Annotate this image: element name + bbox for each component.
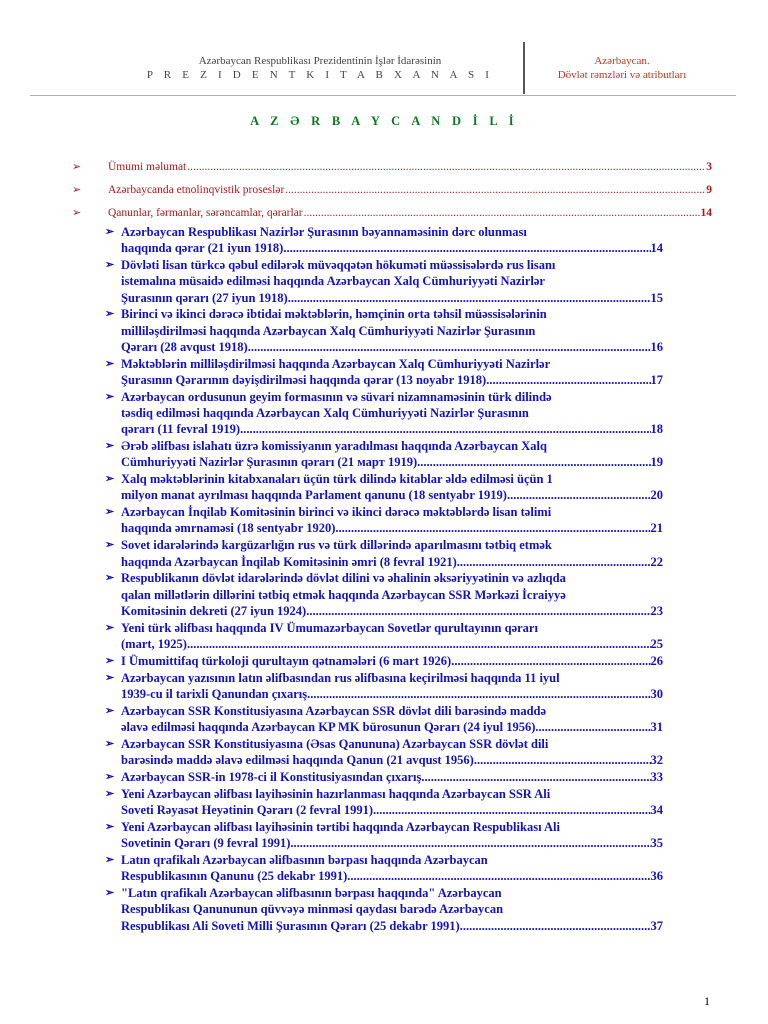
arrow-bullet-icon: ➢ (105, 473, 115, 486)
toc-subitem-line: Qərarı (28 avqust 1918) (121, 339, 248, 354)
toc-subitem-line: "Latın qrafikalı Azərbaycan əlifbasının bərpası haqqında" Azərbaycan (121, 886, 502, 901)
arrow-bullet-icon: ➢ (72, 161, 82, 173)
toc-subitem-line: Azərbaycan yazısının latın əlifbasından rus əlifbasına keçirilməsi haqqında 11 iyul (121, 670, 560, 685)
toc-subitem-line: Xalq məktəblərinin kitabxanaları üçün türk dilində kitablar əldə edilməsi üçün 1 (121, 472, 553, 487)
toc-subitem-entry[interactable] (103, 769, 663, 785)
toc-subitem-line: I Ümumittifaq türkoloji qurultayın qətnamələri (6 mart 1926) (121, 653, 452, 668)
dot-leader (347, 868, 650, 884)
toc-subitem-line: qərarı (11 fevral 1919) (121, 422, 241, 437)
header-topic-line2: Dövlət rəmzləri və atributları (557, 69, 687, 81)
toc-subitem-line: Komitəsinin dekreti (27 iyun 1924) (121, 603, 307, 618)
toc-subitem-last-line (121, 240, 663, 256)
toc-page-number: 3 (706, 161, 712, 173)
toc-subitem-line: Yeni türk əlifbası haqqında IV Ümumazərbaycan Sovetlər qurultayının qərarı (121, 620, 538, 635)
toc-subitem-entry[interactable] (103, 819, 663, 851)
toc-page-number: 31 (650, 720, 663, 735)
toc-page-number: 37 (650, 918, 663, 933)
toc-page-number: 14 (650, 241, 663, 256)
toc-subitem-last-line (121, 802, 663, 818)
toc-subitem-last-line (121, 719, 663, 735)
arrow-bullet-icon: ➢ (105, 440, 115, 453)
toc-subitem-line: Azərbaycan SSR Konstitusiyasına (Əsas Qanununa) Azərbaycan SSR dövlət dili (121, 736, 549, 751)
dot-leader (288, 290, 651, 306)
toc-subitem-line: barəsində maddə əlavə edilməsi haqqında Qanun (21 avqust 1956) (121, 753, 474, 768)
arrow-bullet-icon: ➢ (72, 207, 82, 219)
toc-subitem-entry[interactable] (103, 504, 663, 536)
toc-subitem-line: Sovetinin Qərarı (9 fevral 1991) (121, 836, 291, 851)
toc-subitem-line: Soveti Rəyasət Heyətinin Qərarı (2 fevral 1991) (121, 803, 374, 818)
toc-subitem-last-line (121, 454, 663, 470)
toc-subitem-last-line (121, 372, 663, 388)
toc-subitem-line: Azərbaycan SSR-in 1978-ci il Konstitusiyasından çıxarış (121, 770, 422, 785)
toc-subitem-entry[interactable] (103, 224, 663, 256)
toc-page-number: 17 (650, 372, 663, 387)
toc-page-number: 23 (650, 603, 663, 618)
toc-subitem-line: Şurasının qərarı (27 iyun 1918) (121, 290, 288, 305)
dot-leader (474, 752, 651, 768)
dot-leader (240, 421, 650, 437)
arrow-bullet-icon: ➢ (105, 887, 115, 900)
toc-subitem-last-line (121, 520, 663, 536)
toc-subitem-line: haqqında qərar (21 iyun 1918) (121, 241, 284, 256)
dot-leader (457, 554, 651, 570)
toc-subitem-line: təsdiq edilməsi haqqında Azərbaycan Xalq Cümhuriyyəti Nazirlər Şurasının (121, 405, 529, 420)
dot-leader (421, 769, 650, 785)
dot-leader (451, 653, 650, 669)
arrow-bullet-icon: ➢ (105, 390, 115, 403)
arrow-bullet-icon: ➢ (105, 259, 115, 272)
arrow-bullet-icon: ➢ (105, 771, 115, 784)
arrow-bullet-icon: ➢ (105, 621, 115, 634)
toc-subitem-line: istemalına müsaidə edilməsi haqqında Azərbaycan Xalq Cümhuriyyəti Nazirlər (121, 274, 545, 289)
toc-subitem-line: Respublikasının Qanunu (25 dekabr 1991) (121, 869, 348, 884)
toc-subitem-last-line (121, 554, 663, 570)
toc-page-number: 34 (650, 803, 663, 818)
toc-subitem-line: Respublikanın dövlət idarələrində dövlət dilini və əhalinin əksəriyyətinin və azlıqda (121, 571, 566, 586)
arrow-bullet-icon: ➢ (105, 572, 115, 585)
toc-subitems-list (103, 224, 663, 934)
toc-section-entry[interactable] (72, 206, 712, 219)
toc-subitem-line: (mart, 1925) (121, 636, 187, 651)
toc-subitem-last-line (121, 421, 663, 437)
document-title: A Z Ə R B A Y C A N D İ L İ (250, 114, 518, 128)
toc-page-number: 36 (650, 869, 663, 884)
dot-leader (307, 686, 650, 702)
toc-subitem-entry[interactable] (103, 438, 663, 470)
toc-page-number: 19 (650, 455, 663, 470)
arrow-bullet-icon: ➢ (105, 854, 115, 867)
toc-subitem-line: Latın qrafikalı Azərbaycan əlifbasının bərpası haqqında Azərbaycan (121, 853, 488, 868)
dot-leader (335, 520, 650, 536)
toc-page-number: 20 (650, 488, 663, 503)
toc-subitem-line: Birinci və ikinci dərəcə ibtidai məktəblərin, həmçinin orta təhsil müəssisələrinin (121, 307, 547, 322)
dot-leader (290, 835, 650, 851)
toc-subitem-entry[interactable] (103, 653, 663, 669)
toc-subitem-line: Respublikası Ali Soveti Milli Şurasının Qərarı (25 dekabr 1991) (121, 918, 460, 933)
toc-subitem-line: Azərbaycan Respublikası Nazirlər Şurasının bəyannaməsinin dərc olunması (121, 225, 527, 239)
toc-subitem-entry[interactable] (103, 736, 663, 768)
toc-subitem-line: Yeni Azərbaycan əlifbası layihəsinin tərtibi haqqında Azərbaycan Respublikası Ali (121, 820, 560, 834)
toc-subitem-line: Azərbaycan SSR Konstitusiyasına Azərbaycan SSR dövlət dili barəsində maddə (121, 703, 547, 718)
toc-section-title: Qanunlar, fərmanlar, sərəncamlar, qərarlar (108, 207, 303, 219)
toc-section-entry[interactable] (72, 183, 712, 196)
arrow-bullet-icon: ➢ (105, 654, 115, 667)
toc-subitem-entry[interactable] (103, 471, 663, 503)
arrow-bullet-icon: ➢ (105, 737, 115, 750)
toc-section-title: Ümumi məlumat (108, 161, 187, 173)
toc-subitem-last-line (121, 918, 663, 934)
toc-page-number: 21 (650, 521, 663, 536)
arrow-bullet-icon: ➢ (105, 821, 115, 833)
toc-subitem-line: Şurasının Qərarının dəyişdirilməsi haqqında qərar (13 noyabr 1918) (121, 372, 487, 387)
toc-subitem-line: haqqında Azərbaycan İnqilab Komitəsinin əmri (8 fevral 1921) (121, 554, 457, 569)
toc-subitem-line: Azərbaycan İnqilab Komitəsinin birinci və ikinci dərəcə məktəblərdə lisan təlimi (121, 505, 552, 520)
arrow-bullet-icon: ➢ (105, 357, 115, 370)
arrow-bullet-icon: ➢ (105, 539, 115, 552)
toc-subitem-line: 1939-cu il tarixli Qanundan çıxarış (121, 686, 308, 701)
page-number: 1 (704, 994, 710, 1008)
dot-leader (460, 918, 651, 934)
toc-page-number: 30 (650, 686, 663, 701)
toc-subitem-entry[interactable] (103, 389, 663, 438)
arrow-bullet-icon: ➢ (105, 787, 115, 800)
toc-subitem-last-line (121, 290, 663, 306)
toc-subitem-line: haqqında əmrnaməsi (18 sentyabr 1920) (121, 521, 336, 536)
toc-subitem-entry[interactable] (103, 670, 663, 702)
dot-leader (373, 802, 650, 818)
toc-subitem-line: Dövləti lisan türkcə qəbul edilərək müvəqqətən hökuməti müəssisələrdə rus lisanı (121, 258, 556, 273)
page-header (0, 40, 768, 96)
toc-subitem-last-line (121, 603, 663, 619)
toc-subitem-last-line (121, 339, 663, 355)
toc-subitem-line: milyon manat ayrılması haqqında Parlament qanunu (18 sentyabr 1919) (121, 488, 507, 503)
header-divider (523, 42, 525, 94)
toc-subitem-entry[interactable] (103, 257, 663, 306)
dot-leader (417, 454, 650, 470)
toc-page-number: 18 (650, 422, 663, 437)
dot-leader (187, 161, 705, 173)
dot-leader (304, 207, 700, 219)
toc-subitem-last-line (121, 686, 663, 702)
toc-subitem-line: Yeni Azərbaycan əlifbası layihəsinin hazırlanması haqqında Azərbaycan SSR Ali (121, 786, 551, 801)
toc-subitem-line: Azərbaycan ordusunun geyim formasının və süvari nizamnaməsinin türk dilində (121, 389, 552, 404)
toc-subitem-entry[interactable] (103, 306, 663, 355)
toc-section-entry[interactable] (72, 160, 712, 173)
dot-leader (507, 487, 651, 503)
arrow-bullet-icon: ➢ (105, 226, 115, 238)
toc-subitem-last-line (121, 653, 663, 669)
toc-subitem-last-line (121, 487, 663, 503)
toc-subitem-line: Cümhuriyyəti Nazirlər Şurasının qərarı (21 март 1919) (121, 455, 418, 470)
toc-subitem-entry[interactable] (103, 703, 663, 735)
toc-subitem-last-line (121, 835, 663, 851)
toc-subitem-line: Ərəb əlifbası islahatı üzrə komissiyanın yaradılması haqqında Azərbaycan Xalq (121, 439, 547, 454)
toc-subitem-entry[interactable] (103, 852, 663, 884)
toc-subitem-line: Məktəblərin milliləşdirilməsi haqqında Azərbaycan Xalq Cümhuriyyəti Nazirlər (121, 356, 551, 371)
toc-subitem-line: qalan millətlərin dillərini tətbiq etmək haqqında Azərbaycan SSR Mərkəzi İcraiyyə (121, 587, 566, 602)
toc-page-number: 9 (706, 184, 712, 196)
dot-leader (283, 240, 650, 256)
toc-page-number: 32 (650, 753, 663, 768)
toc-subitem-entry[interactable] (103, 885, 663, 934)
toc-page-number: 25 (650, 636, 663, 651)
toc-section-title: Azərbaycanda etnolinqvistik proseslər (108, 184, 285, 196)
toc-subitem-line: Sovet idarələrində kargüzarlığın rus və türk dillərində aparılmasını tətbiq etmək (121, 538, 552, 553)
toc-subitem-entry[interactable] (103, 620, 663, 652)
toc-subitem-line: əlavə edilməsi haqqında Azərbaycan KP MK bürosunun Qərarı (24 iyul 1956) (121, 720, 536, 735)
toc-subitem-entry[interactable] (103, 537, 663, 569)
header-topic-line1: Azərbaycan. (594, 55, 650, 67)
toc-page-number: 22 (650, 554, 663, 569)
header-rule (30, 95, 736, 96)
arrow-bullet-icon: ➢ (105, 671, 115, 684)
dot-leader (187, 636, 651, 652)
toc-subitem-line: milliləşdirilməsi haqqında Azərbaycan Xalq Cümhuriyyəti Nazirlər Şurasının (121, 323, 536, 338)
header-org-line2: P R E Z I D E N T K I T A B X A N A S I (146, 69, 494, 81)
toc-subitem-entry[interactable] (103, 786, 663, 818)
toc-page-number: 33 (650, 770, 663, 785)
toc-subitem-last-line (121, 752, 663, 768)
toc-page-number: 35 (650, 836, 663, 851)
dot-leader (248, 339, 651, 355)
toc-page-number: 15 (650, 290, 663, 305)
arrow-bullet-icon: ➢ (105, 308, 115, 321)
toc-subitem-entry[interactable] (103, 356, 663, 388)
arrow-bullet-icon: ➢ (105, 704, 115, 717)
toc-subitem-last-line (121, 868, 663, 884)
dot-leader (306, 603, 650, 619)
dot-leader (285, 184, 705, 196)
header-topic (527, 54, 717, 82)
toc-page-number: 26 (650, 653, 663, 668)
header-org-line1: Azərbaycan Respublikası Prezidentinin İşlər İdarəsinin (198, 55, 442, 67)
arrow-bullet-icon: ➢ (72, 184, 82, 196)
toc-page-number: 14 (700, 207, 712, 219)
toc-page-number: 16 (650, 339, 663, 354)
toc-subitem-last-line (121, 769, 663, 785)
arrow-bullet-icon: ➢ (105, 506, 115, 519)
dot-leader (535, 719, 650, 735)
header-organization (120, 54, 520, 82)
toc-subitem-line: Respublikası Qanununun qüvvəyə minməsi qaydası barədə Azərbaycan (121, 902, 504, 917)
toc-subitem-entry[interactable] (103, 570, 663, 619)
toc-subitem-last-line (121, 636, 663, 652)
dot-leader (486, 372, 650, 388)
